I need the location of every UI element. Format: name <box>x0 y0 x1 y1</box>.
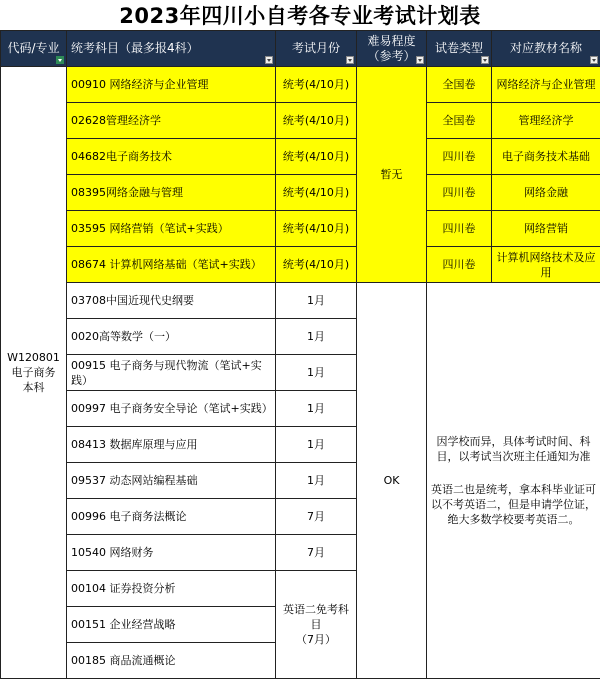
month-cell[interactable]: 统考(4/10月) <box>276 247 357 283</box>
month-cell[interactable]: 1月 <box>276 283 357 319</box>
month-cell[interactable]: 统考(4/10月) <box>276 67 357 103</box>
filter-active-icon[interactable] <box>56 56 64 64</box>
textbook-cell[interactable]: 网络经济与企业管理 <box>492 67 600 103</box>
paper-type-cell[interactable]: 全国卷 <box>427 67 492 103</box>
paper-type-cell[interactable]: 四川卷 <box>427 247 492 283</box>
subject-cell[interactable]: 10540 网络财务 <box>67 535 276 571</box>
subject-cell[interactable]: 00996 电子商务法概论 <box>67 499 276 535</box>
subject-cell[interactable]: 00185 商品流通概论 <box>67 643 276 679</box>
header-month[interactable]: 考试月份 <box>276 31 357 67</box>
month-cell[interactable]: 1月 <box>276 463 357 499</box>
month-cell[interactable]: 7月 <box>276 535 357 571</box>
textbook-cell[interactable]: 网络金融 <box>492 175 600 211</box>
note-english: 英语二也是统考，拿本科毕业证可以不考英语二，但是申请学位证，绝大多数学校要考英语二。 <box>431 483 596 526</box>
header-subject[interactable]: 统考科目（最多报4科） <box>67 31 276 67</box>
month-cell[interactable]: 7月 <box>276 499 357 535</box>
month-cell[interactable]: 1月 <box>276 391 357 427</box>
subject-cell[interactable]: 00910 网络经济与企业管理 <box>67 67 276 103</box>
month-cell[interactable]: 统考(4/10月) <box>276 211 357 247</box>
exam-plan-table <box>0 30 600 679</box>
month-cell[interactable]: 统考(4/10月) <box>276 139 357 175</box>
table-row <box>1 67 600 103</box>
month-cell[interactable]: 统考(4/10月) <box>276 103 357 139</box>
subject-cell[interactable]: 03595 网络营销（笔试+实践） <box>67 211 276 247</box>
month-cell[interactable]: 统考(4/10月) <box>276 175 357 211</box>
table-row <box>1 283 600 319</box>
note-schedule: 因学校而异，具体考试时间、科目，以考试当次班主任通知为准 <box>436 435 591 463</box>
subject-cell[interactable]: 02628管理经济学 <box>67 103 276 139</box>
table-row <box>1 211 600 247</box>
filter-dropdown-icon[interactable] <box>346 56 354 64</box>
page-title: 2023年四川小自考各专业考试计划表 <box>119 4 481 28</box>
subject-cell[interactable]: 08413 数据库原理与应用 <box>67 427 276 463</box>
subject-cell[interactable]: 00997 电子商务安全导论（笔试+实践） <box>67 391 276 427</box>
month-cell[interactable]: 1月 <box>276 355 357 391</box>
difficulty-cell[interactable]: OK <box>357 283 427 679</box>
table-row <box>1 139 600 175</box>
textbook-cell[interactable]: 计算机网络技术及应用 <box>492 247 600 283</box>
filter-dropdown-icon[interactable] <box>481 56 489 64</box>
table-row <box>1 103 600 139</box>
subject-cell[interactable]: 00915 电子商务与现代物流（笔试+实践） <box>67 355 276 391</box>
textbook-cell[interactable]: 管理经济学 <box>492 103 600 139</box>
paper-type-cell[interactable]: 四川卷 <box>427 139 492 175</box>
table-row <box>1 175 600 211</box>
header-row <box>1 31 600 67</box>
subject-cell[interactable]: 0020高等数学（一） <box>67 319 276 355</box>
paper-type-cell[interactable]: 四川卷 <box>427 175 492 211</box>
header-code[interactable]: 代码/专业 <box>1 31 67 67</box>
table-row <box>1 247 600 283</box>
filter-dropdown-icon[interactable] <box>590 56 598 64</box>
paper-type-cell[interactable]: 全国卷 <box>427 103 492 139</box>
header-textbook[interactable]: 对应教材名称 <box>492 31 600 67</box>
difficulty-cell[interactable]: 暂无 <box>357 67 427 283</box>
filter-dropdown-icon[interactable] <box>416 56 424 64</box>
subject-cell[interactable]: 08674 计算机网络基础（笔试+实践） <box>67 247 276 283</box>
subject-cell[interactable]: 00104 证券投资分析 <box>67 571 276 607</box>
subject-cell[interactable]: 08395网络金融与管理 <box>67 175 276 211</box>
subject-cell[interactable]: 03708中国近现代史纲要 <box>67 283 276 319</box>
major-cell[interactable]: W120801 电子商务 本科 <box>1 67 67 679</box>
english-exempt-cell[interactable]: 英语二免考科目 （7月） <box>276 571 357 679</box>
header-paper-type[interactable]: 试卷类型 <box>427 31 492 67</box>
subject-cell[interactable]: 04682电子商务技术 <box>67 139 276 175</box>
note-cell[interactable] <box>427 283 600 679</box>
month-cell[interactable]: 1月 <box>276 319 357 355</box>
filter-dropdown-icon[interactable] <box>265 56 273 64</box>
subject-cell[interactable]: 09537 动态网站编程基础 <box>67 463 276 499</box>
subject-cell[interactable]: 00151 企业经营战略 <box>67 607 276 643</box>
paper-type-cell[interactable]: 四川卷 <box>427 211 492 247</box>
textbook-cell[interactable]: 网络营销 <box>492 211 600 247</box>
month-cell[interactable]: 1月 <box>276 427 357 463</box>
textbook-cell[interactable]: 电子商务技术基础 <box>492 139 600 175</box>
header-difficulty[interactable]: 难易程度 （参考） <box>357 31 427 67</box>
